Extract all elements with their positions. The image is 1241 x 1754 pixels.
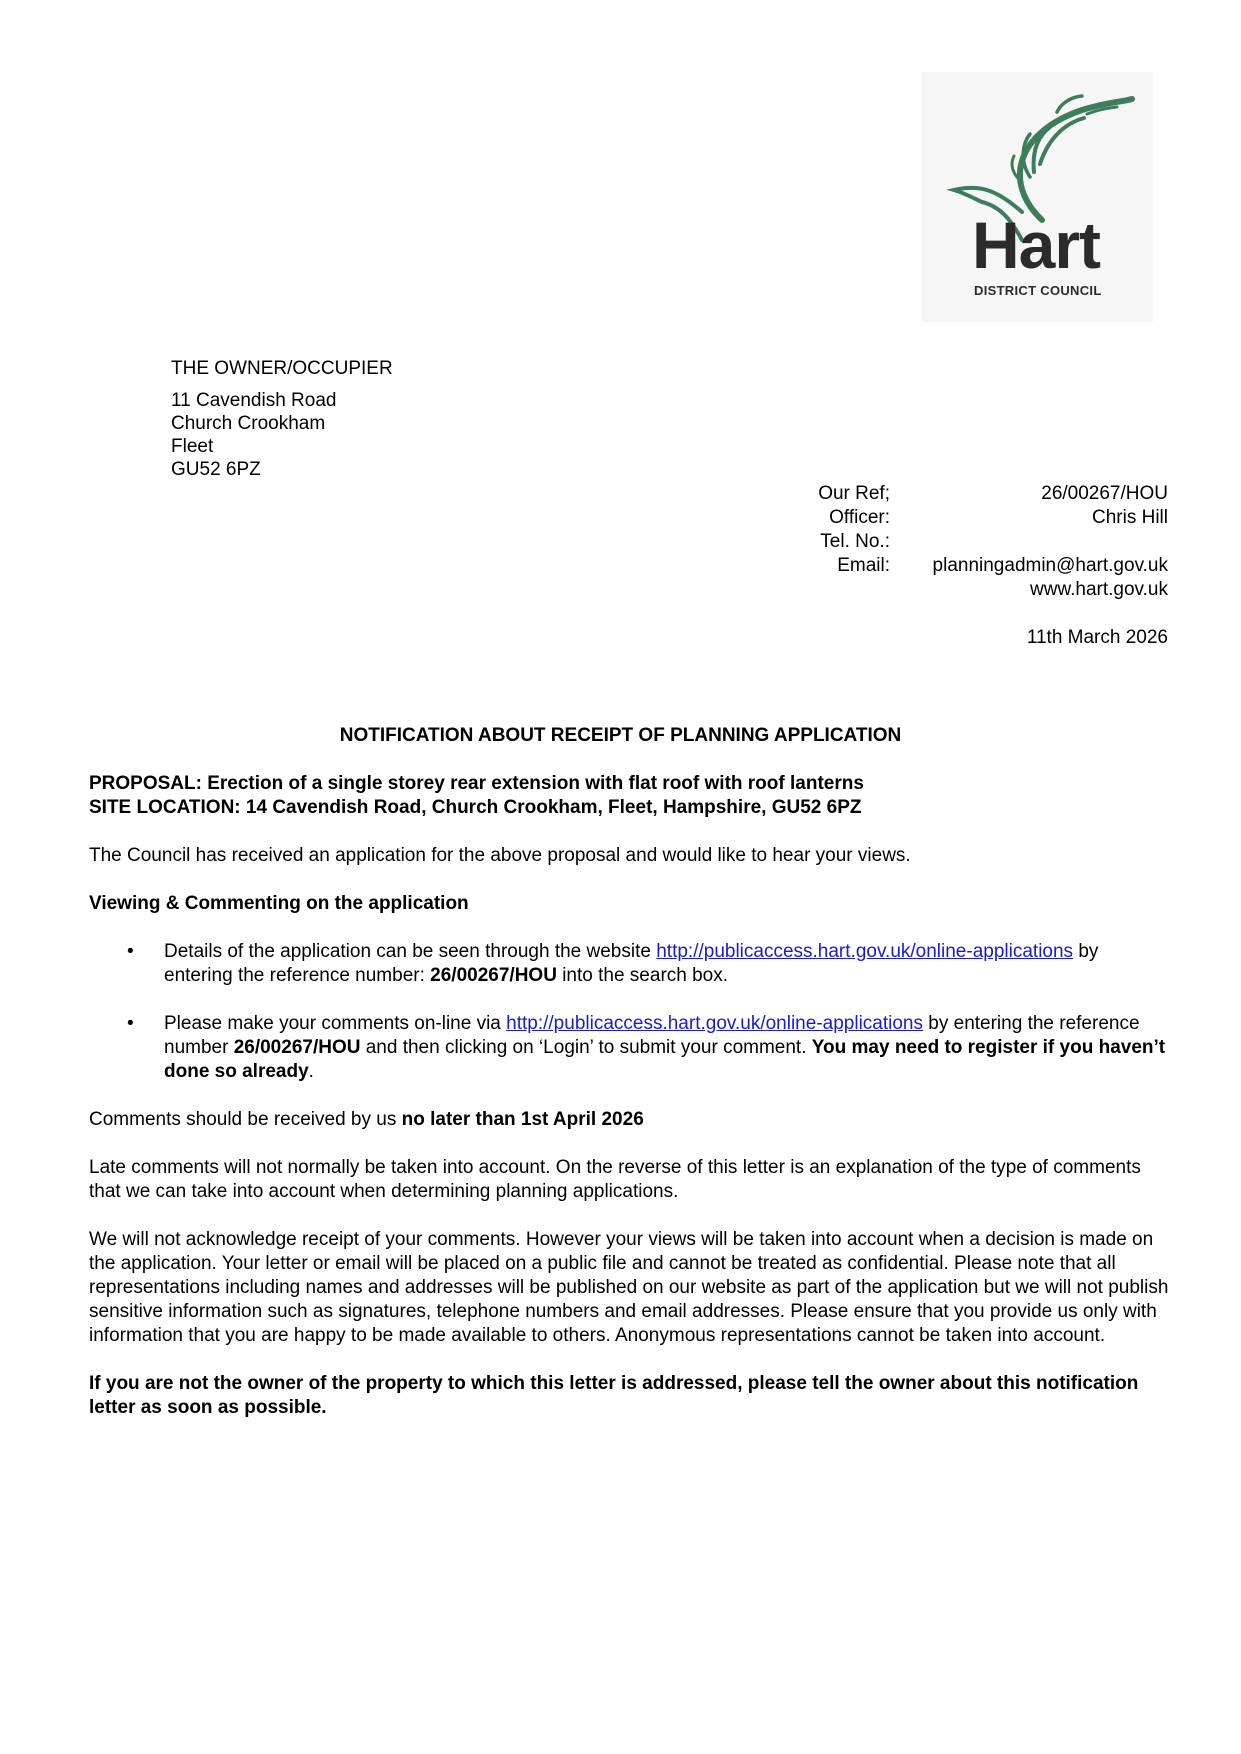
email-row bbox=[780, 554, 1168, 578]
reference-block bbox=[780, 482, 1168, 650]
our-ref-row bbox=[780, 482, 1168, 506]
viewing-heading: Viewing & Commenting on the application bbox=[89, 893, 469, 914]
tel-row bbox=[780, 530, 1168, 554]
address-line: 11 Cavendish Road bbox=[171, 390, 337, 411]
council-logo bbox=[922, 72, 1153, 322]
email-value: planningadmin@hart.gov.uk bbox=[932, 555, 1168, 576]
bullet-icon: • bbox=[127, 941, 134, 962]
logo-name: Hart bbox=[972, 208, 1101, 282]
proposal: PROPOSAL: Erection of a single storey rear extension with flat roof with roof lanterns bbox=[89, 773, 864, 794]
website: www.hart.gov.uk bbox=[1030, 579, 1168, 600]
reference-number: 26/00267/HOU bbox=[430, 965, 557, 986]
intro-paragraph: The Council has received an application for the above proposal and would like to hear your views. bbox=[89, 845, 911, 866]
officer-row bbox=[780, 506, 1168, 530]
reference-number: 26/00267/HOU bbox=[233, 1037, 361, 1058]
tel-value bbox=[890, 530, 1168, 554]
bullet-text: Please make your comments on-line via bbox=[164, 1013, 507, 1034]
officer-value: Chris Hill bbox=[1092, 507, 1168, 528]
bullet-icon: • bbox=[127, 1013, 134, 1034]
public-access-link[interactable]: http://publicaccess.hart.gov.uk/online-applications bbox=[656, 941, 1074, 962]
bullet-text: and then clicking on ‘Login’ to submit your comment. bbox=[360, 1037, 812, 1058]
bullet-text: by entering the reference number bbox=[164, 1013, 1140, 1058]
officer-label: Officer: bbox=[829, 507, 890, 528]
deadline-paragraph bbox=[89, 1108, 1169, 1132]
bullet-text: into the search box. bbox=[556, 965, 729, 986]
bullet-text: Details of the application can be seen through the website bbox=[164, 941, 657, 962]
our-ref-label: Our Ref; bbox=[818, 483, 890, 504]
logo-subtitle: DISTRICT COUNCIL bbox=[974, 283, 1102, 298]
address-line: Church Crookham bbox=[171, 413, 326, 434]
owner-notice: If you are not the owner of the property to which this letter is addressed, please tell the owner about this notification letter as soon as possible. bbox=[89, 1373, 1139, 1418]
letter-body bbox=[89, 772, 1169, 1420]
letter-date: 11th March 2026 bbox=[1026, 627, 1168, 648]
recipient-address bbox=[171, 357, 393, 481]
list-item bbox=[89, 940, 1169, 988]
list-item bbox=[89, 1012, 1169, 1084]
acknowledge-paragraph: We will not acknowledge receipt of your comments. However your views will be taken into account when a decision is made on the application. Your letter or email will be placed on a public file and cannot be treated as confidential. Please note that all representations including names and addresses will be published on our website as part of the application but we will not publish sensitive information such as signatures, telephone numbers and email addresses. Please ensure that you provide us only with information that you are happy to be made available to others. Anonymous representations cannot be taken into account. bbox=[89, 1229, 1169, 1346]
deadline-text: Comments should be received by us bbox=[89, 1109, 402, 1130]
instructions-list bbox=[89, 940, 1169, 1084]
site-location: SITE LOCATION: 14 Cavendish Road, Church Crookham, Fleet, Hampshire, GU52 6PZ bbox=[89, 797, 862, 818]
bullet-text: . bbox=[308, 1061, 314, 1082]
comment-link[interactable]: http://publicaccess.hart.gov.uk/online-applications bbox=[506, 1013, 923, 1034]
address-line: GU52 6PZ bbox=[171, 459, 261, 480]
bullet-text: by entering the reference number: bbox=[164, 941, 1099, 986]
tel-label: Tel. No.: bbox=[820, 531, 890, 552]
address-line: Fleet bbox=[171, 436, 214, 457]
email-label: Email: bbox=[837, 555, 890, 576]
our-ref-value: 26/00267/HOU bbox=[1041, 483, 1168, 504]
register-notice: You may need to register if you haven’t done so already bbox=[164, 1037, 1166, 1082]
page-title: NOTIFICATION ABOUT RECEIPT OF PLANNING APPLICATION bbox=[339, 725, 902, 746]
deadline-date: no later than 1st April 2026 bbox=[401, 1109, 644, 1130]
late-comments-paragraph: Late comments will not normally be taken into account. On the reverse of this letter is an explanation of the type of comments that we can take into account when determining planning applications. bbox=[89, 1157, 1141, 1202]
recipient-label: THE OWNER/OCCUPIER bbox=[171, 358, 393, 379]
